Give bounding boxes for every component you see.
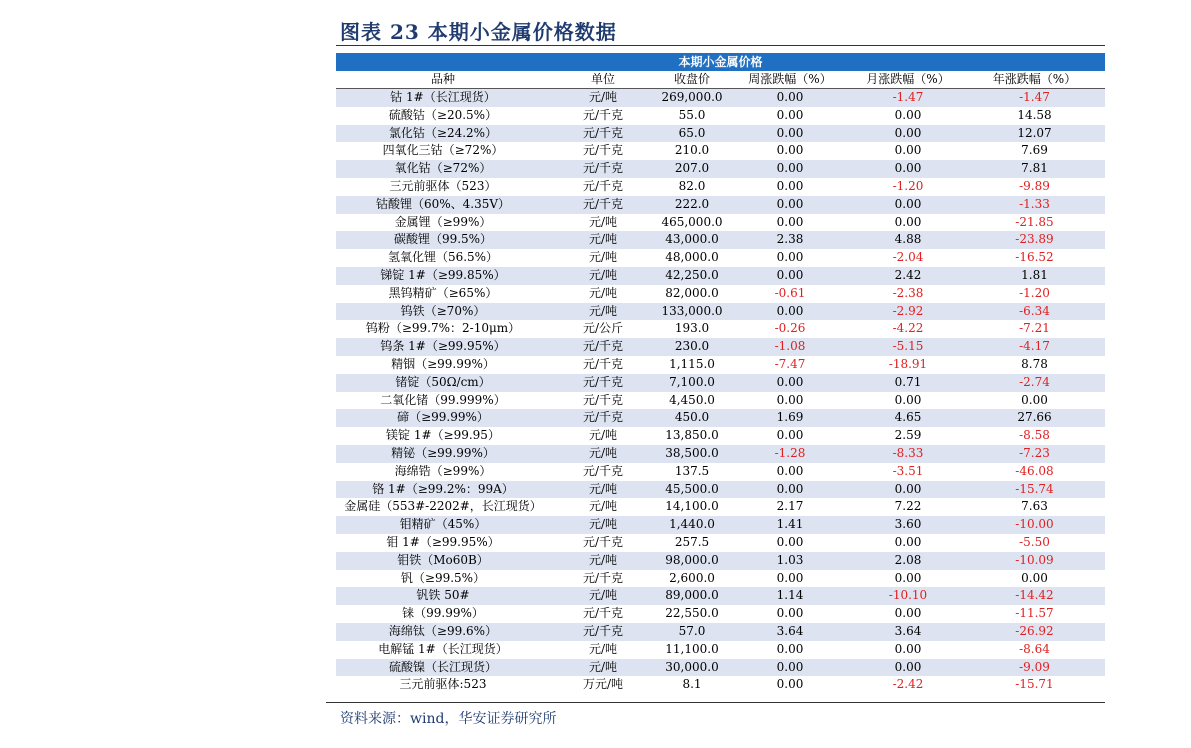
cell-monthly: -1.20 bbox=[892, 178, 924, 193]
cell-weekly: 0.00 bbox=[776, 250, 804, 265]
cell-variety: 黑钨精矿（≥65%） bbox=[388, 285, 498, 300]
cell-yearly: -1.47 bbox=[1019, 90, 1050, 104]
table-row bbox=[336, 516, 1105, 534]
cell-variety: 海绵钛（≥99.6%） bbox=[388, 623, 498, 638]
cell-yearly: -2.74 bbox=[1019, 374, 1050, 389]
cell-yearly: -7.21 bbox=[1019, 321, 1050, 336]
table-row bbox=[336, 498, 1105, 516]
cell-unit: 元/吨 bbox=[588, 267, 618, 282]
cell-variety: 锗锭（50Ω/cm） bbox=[395, 374, 491, 389]
table-row bbox=[336, 89, 1105, 107]
cell-monthly: 4.88 bbox=[894, 232, 922, 247]
cell-close: 14,100.0 bbox=[665, 499, 719, 514]
cell-unit: 元/千克 bbox=[582, 107, 624, 122]
table-row bbox=[336, 338, 1105, 356]
table-row bbox=[336, 463, 1105, 481]
table-row bbox=[336, 320, 1105, 338]
table-row bbox=[336, 659, 1105, 677]
cell-monthly: 0.00 bbox=[894, 143, 922, 158]
cell-weekly: 0.00 bbox=[776, 125, 804, 140]
cell-unit: 元/吨 bbox=[588, 641, 618, 656]
cell-weekly: 0.00 bbox=[776, 428, 804, 443]
cell-monthly: -2.38 bbox=[892, 285, 924, 300]
cell-yearly: -14.42 bbox=[1015, 588, 1054, 603]
cell-yearly: -10.00 bbox=[1015, 517, 1054, 532]
cell-unit: 元/吨 bbox=[588, 481, 618, 496]
cell-weekly: 0.00 bbox=[776, 481, 804, 496]
table-row bbox=[336, 481, 1105, 499]
cell-unit: 元/千克 bbox=[582, 374, 624, 389]
cell-close: 1,440.0 bbox=[669, 517, 715, 532]
cell-yearly: -21.85 bbox=[1015, 214, 1054, 229]
cell-yearly: -23.89 bbox=[1015, 232, 1054, 247]
header-weekly: 周涨跌幅（%） bbox=[748, 72, 832, 86]
cell-unit: 元/吨 bbox=[588, 214, 618, 229]
cell-monthly: 0.00 bbox=[894, 125, 922, 140]
cell-close: 210.0 bbox=[674, 143, 710, 158]
cell-close: 89,000.0 bbox=[665, 588, 719, 603]
cell-weekly: 0.00 bbox=[776, 143, 804, 158]
cell-close: 43,000.0 bbox=[665, 232, 719, 247]
bottom-rule bbox=[326, 702, 1105, 703]
cell-close: 2,600.0 bbox=[669, 570, 715, 585]
table-body bbox=[336, 89, 1105, 694]
cell-yearly: -8.64 bbox=[1019, 641, 1050, 656]
cell-close: 82.0 bbox=[678, 178, 706, 193]
cell-yearly: 27.66 bbox=[1017, 410, 1052, 425]
cell-yearly: -7.23 bbox=[1019, 445, 1050, 460]
cell-weekly: -0.61 bbox=[774, 285, 806, 300]
cell-variety: 碲（≥99.99%） bbox=[397, 410, 489, 425]
cell-weekly: 0.00 bbox=[776, 178, 804, 193]
table-banner: 本期小金属价格 bbox=[336, 53, 1105, 71]
cell-monthly: 7.22 bbox=[894, 499, 922, 514]
cell-weekly: 0.00 bbox=[776, 534, 804, 549]
cell-monthly: 2.08 bbox=[894, 552, 922, 567]
cell-variety: 三元前驱体（523） bbox=[389, 178, 497, 193]
cell-yearly: 0.00 bbox=[1021, 570, 1048, 585]
cell-close: 45,500.0 bbox=[665, 481, 719, 496]
cell-variety: 二氧化锗（99.999%） bbox=[380, 392, 506, 407]
table-row bbox=[336, 605, 1105, 623]
cell-variety: 金属锂（≥99%） bbox=[394, 214, 492, 229]
cell-close: 257.5 bbox=[674, 534, 710, 549]
cell-monthly: 0.00 bbox=[894, 659, 922, 674]
cell-yearly: -4.17 bbox=[1019, 339, 1050, 354]
cell-yearly: 14.58 bbox=[1017, 107, 1052, 122]
source-note: 资料来源：wind，华安证券研究所 bbox=[340, 711, 557, 727]
cell-monthly: -10.10 bbox=[888, 588, 928, 603]
cell-variety: 镁锭 1#（≥99.95） bbox=[386, 428, 500, 443]
cell-yearly: -10.09 bbox=[1015, 552, 1054, 567]
cell-monthly: 2.59 bbox=[894, 428, 922, 443]
cell-monthly: 0.00 bbox=[894, 196, 922, 211]
table-row bbox=[336, 125, 1105, 143]
table-row bbox=[336, 214, 1105, 232]
cell-variety: 精铋（≥99.99%） bbox=[391, 445, 495, 460]
cell-unit: 元/千克 bbox=[582, 606, 624, 621]
cell-close: 222.0 bbox=[674, 196, 710, 211]
cell-unit: 元/千克 bbox=[582, 534, 624, 549]
cell-weekly: 0.00 bbox=[776, 606, 804, 621]
cell-variety: 钴 1#（长江现货） bbox=[390, 90, 496, 104]
price-table bbox=[336, 53, 1105, 694]
table-row bbox=[336, 552, 1105, 570]
cell-unit: 元/吨 bbox=[588, 90, 618, 104]
cell-variety: 铬 1#（≥99.2%：99A） bbox=[372, 481, 514, 496]
cell-yearly: -15.71 bbox=[1015, 677, 1054, 692]
cell-monthly: 3.60 bbox=[894, 517, 922, 532]
cell-monthly: -2.92 bbox=[892, 303, 924, 318]
cell-close: 230.0 bbox=[674, 339, 710, 354]
cell-unit: 元/吨 bbox=[588, 445, 618, 460]
cell-close: 30,000.0 bbox=[665, 659, 719, 674]
cell-close: 48,000.0 bbox=[665, 250, 719, 265]
cell-weekly: 0.00 bbox=[776, 303, 804, 318]
cell-monthly: -4.22 bbox=[892, 321, 924, 336]
cell-unit: 元/千克 bbox=[582, 623, 624, 638]
cell-unit: 元/千克 bbox=[582, 178, 624, 193]
cell-close: 1,115.0 bbox=[669, 356, 715, 371]
cell-yearly: -15.74 bbox=[1015, 481, 1054, 496]
cell-unit: 元/吨 bbox=[588, 250, 618, 265]
cell-weekly: -0.26 bbox=[774, 321, 806, 336]
cell-variety: 钼精矿（45%） bbox=[399, 517, 487, 532]
cell-yearly: -9.89 bbox=[1019, 178, 1050, 193]
cell-monthly: 0.00 bbox=[894, 214, 922, 229]
cell-weekly: 2.17 bbox=[776, 499, 804, 514]
cell-monthly: 0.00 bbox=[894, 107, 922, 122]
cell-weekly: 0.00 bbox=[776, 196, 804, 211]
cell-weekly: 0.00 bbox=[776, 641, 804, 656]
cell-variety: 三元前驱体:523 bbox=[399, 677, 487, 692]
cell-weekly: 0.00 bbox=[776, 374, 804, 389]
table-header bbox=[336, 71, 1105, 89]
table-row bbox=[336, 196, 1105, 214]
cell-variety: 硫酸镍（长江现货） bbox=[388, 659, 497, 674]
cell-yearly: -46.08 bbox=[1015, 463, 1054, 478]
cell-close: 57.0 bbox=[678, 623, 706, 638]
cell-yearly: -16.52 bbox=[1015, 250, 1054, 265]
cell-yearly: 12.07 bbox=[1017, 125, 1052, 140]
cell-unit: 元/千克 bbox=[582, 570, 624, 585]
cell-weekly: -1.28 bbox=[774, 445, 806, 460]
cell-close: 269,000.0 bbox=[661, 90, 723, 104]
cell-weekly: 1.14 bbox=[776, 588, 804, 603]
table-row bbox=[336, 356, 1105, 374]
cell-weekly: 0.00 bbox=[776, 161, 804, 176]
cell-close: 193.0 bbox=[674, 321, 710, 336]
cell-monthly: 0.00 bbox=[894, 481, 922, 496]
cell-monthly: 0.00 bbox=[894, 606, 922, 621]
cell-close: 38,500.0 bbox=[665, 445, 719, 460]
cell-monthly: 4.65 bbox=[894, 410, 922, 425]
cell-weekly: -1.08 bbox=[774, 339, 806, 354]
cell-weekly: 0.00 bbox=[776, 107, 804, 122]
cell-close: 82,000.0 bbox=[665, 285, 719, 300]
cell-weekly: -7.47 bbox=[774, 356, 806, 371]
cell-close: 133,000.0 bbox=[661, 303, 723, 318]
cell-unit: 元/吨 bbox=[588, 517, 618, 532]
cell-weekly: 1.03 bbox=[776, 552, 804, 567]
cell-unit: 元/吨 bbox=[588, 499, 618, 514]
cell-variety: 硫酸钴（≥20.5%） bbox=[388, 107, 498, 122]
cell-weekly: 1.41 bbox=[776, 517, 804, 532]
table-row bbox=[336, 534, 1105, 552]
table-row bbox=[336, 641, 1105, 659]
header-close: 收盘价 bbox=[673, 72, 710, 86]
table-row bbox=[336, 587, 1105, 605]
table-row bbox=[336, 409, 1105, 427]
cell-variety: 钴酸锂（60%、4.35V） bbox=[375, 196, 511, 211]
cell-weekly: 0.00 bbox=[776, 677, 804, 692]
cell-yearly: -11.57 bbox=[1015, 606, 1054, 621]
cell-variety: 钼铁（Mo60B） bbox=[397, 552, 489, 567]
header-monthly: 月涨跌幅（%） bbox=[866, 72, 950, 86]
header-unit: 单位 bbox=[590, 72, 615, 86]
cell-monthly: -3.51 bbox=[892, 463, 924, 478]
cell-yearly: 0.00 bbox=[1021, 392, 1048, 407]
figure-title: 图表 23 本期小金属价格数据 bbox=[340, 20, 617, 44]
table-row bbox=[336, 249, 1105, 267]
cell-unit: 元/吨 bbox=[588, 232, 618, 247]
cell-variety: 氧化钴（≥72%） bbox=[394, 161, 492, 176]
cell-yearly: -9.09 bbox=[1019, 659, 1050, 674]
cell-unit: 元/千克 bbox=[582, 392, 624, 407]
cell-close: 98,000.0 bbox=[665, 552, 719, 567]
table-row bbox=[336, 285, 1105, 303]
cell-yearly: -8.58 bbox=[1019, 428, 1050, 443]
cell-monthly: 0.00 bbox=[894, 392, 922, 407]
cell-yearly: -1.20 bbox=[1019, 285, 1050, 300]
cell-close: 450.0 bbox=[674, 410, 710, 425]
cell-monthly: 0.71 bbox=[894, 374, 922, 389]
cell-unit: 万元/吨 bbox=[582, 677, 624, 692]
cell-monthly: 3.64 bbox=[894, 623, 922, 638]
cell-variety: 海绵锆（≥99%） bbox=[394, 463, 492, 478]
cell-yearly: 7.69 bbox=[1021, 143, 1048, 158]
table-row bbox=[336, 623, 1105, 641]
cell-weekly: 0.00 bbox=[776, 392, 804, 407]
cell-monthly: -5.15 bbox=[892, 339, 924, 354]
cell-monthly: -18.91 bbox=[888, 356, 928, 371]
table-row bbox=[336, 427, 1105, 445]
cell-variety: 钨铁（≥70%） bbox=[400, 303, 486, 318]
cell-yearly: -5.50 bbox=[1019, 534, 1050, 549]
cell-variety: 精铟（≥99.99%） bbox=[391, 356, 495, 371]
table-row bbox=[336, 160, 1105, 178]
cell-monthly: 0.00 bbox=[894, 534, 922, 549]
cell-unit: 元/千克 bbox=[582, 410, 624, 425]
cell-unit: 元/吨 bbox=[588, 552, 618, 567]
header-yearly: 年涨跌幅（%） bbox=[992, 72, 1077, 86]
cell-unit: 元/吨 bbox=[588, 428, 618, 443]
table-row bbox=[336, 142, 1105, 160]
cell-yearly: 7.63 bbox=[1021, 499, 1048, 514]
table-row bbox=[336, 570, 1105, 588]
cell-unit: 元/千克 bbox=[582, 463, 624, 478]
cell-variety: 钒（≥99.5%） bbox=[400, 570, 486, 585]
cell-close: 137.5 bbox=[674, 463, 710, 478]
cell-yearly: 8.78 bbox=[1021, 356, 1048, 371]
cell-weekly: 0.00 bbox=[776, 267, 804, 282]
cell-close: 11,100.0 bbox=[665, 641, 719, 656]
table-row bbox=[336, 231, 1105, 249]
cell-unit: 元/吨 bbox=[588, 303, 618, 318]
cell-monthly: -8.33 bbox=[892, 445, 924, 460]
cell-close: 22,550.0 bbox=[665, 606, 719, 621]
table-row bbox=[336, 178, 1105, 196]
cell-monthly: 2.42 bbox=[894, 267, 922, 282]
table-row bbox=[336, 392, 1105, 410]
cell-unit: 元/千克 bbox=[582, 143, 624, 158]
cell-unit: 元/千克 bbox=[582, 356, 624, 371]
cell-monthly: -1.47 bbox=[892, 90, 924, 104]
cell-unit: 元/公斤 bbox=[582, 321, 624, 336]
table-row bbox=[336, 374, 1105, 392]
table-row bbox=[336, 676, 1105, 694]
cell-unit: 元/千克 bbox=[582, 196, 624, 211]
cell-variety: 钒铁 50# bbox=[416, 588, 470, 603]
cell-yearly: -6.34 bbox=[1019, 303, 1050, 318]
table-row bbox=[336, 107, 1105, 125]
cell-close: 65.0 bbox=[678, 125, 706, 140]
cell-yearly: -26.92 bbox=[1015, 623, 1054, 638]
cell-monthly: -2.04 bbox=[892, 250, 924, 265]
header-variety: 品种 bbox=[430, 72, 455, 86]
cell-variety: 锑锭 1#（≥99.85%） bbox=[380, 267, 506, 282]
cell-unit: 元/吨 bbox=[588, 659, 618, 674]
table-row bbox=[336, 445, 1105, 463]
cell-weekly: 3.64 bbox=[776, 623, 804, 638]
cell-yearly: 7.81 bbox=[1021, 161, 1048, 176]
cell-variety: 钨条 1#（≥99.95%） bbox=[380, 339, 506, 354]
cell-close: 42,250.0 bbox=[665, 267, 719, 282]
cell-weekly: 0.00 bbox=[776, 90, 804, 104]
cell-monthly: 0.00 bbox=[894, 641, 922, 656]
cell-variety: 碳酸锂（99.5%） bbox=[393, 232, 493, 247]
cell-weekly: 0.00 bbox=[776, 214, 804, 229]
cell-unit: 元/千克 bbox=[582, 339, 624, 354]
cell-unit: 元/吨 bbox=[588, 588, 618, 603]
cell-weekly: 0.00 bbox=[776, 659, 804, 674]
cell-yearly: -1.33 bbox=[1019, 196, 1050, 211]
cell-variety: 电解锰 1#（长江现货） bbox=[378, 641, 508, 656]
cell-weekly: 2.38 bbox=[776, 232, 804, 247]
cell-variety: 铼（99.99%） bbox=[402, 606, 484, 621]
cell-weekly: 1.69 bbox=[776, 410, 804, 425]
cell-close: 8.1 bbox=[682, 677, 702, 692]
cell-unit: 元/吨 bbox=[588, 285, 618, 300]
cell-variety: 氢氧化锂（56.5%） bbox=[387, 250, 499, 265]
cell-yearly: 1.81 bbox=[1021, 267, 1048, 282]
cell-unit: 元/千克 bbox=[582, 161, 624, 176]
cell-weekly: 0.00 bbox=[776, 463, 804, 478]
cell-close: 55.0 bbox=[678, 107, 706, 122]
cell-variety: 四氧化三钴（≥72%） bbox=[382, 143, 504, 158]
cell-close: 7,100.0 bbox=[669, 374, 715, 389]
cell-close: 207.0 bbox=[674, 161, 710, 176]
cell-monthly: 0.00 bbox=[894, 570, 922, 585]
cell-variety: 氯化钴（≥24.2%） bbox=[388, 125, 498, 140]
top-rule bbox=[336, 45, 1105, 46]
table-row bbox=[336, 267, 1105, 285]
cell-close: 4,450.0 bbox=[669, 392, 715, 407]
cell-variety: 钼 1#（≥99.95%） bbox=[386, 534, 500, 549]
cell-monthly: -2.42 bbox=[892, 677, 924, 692]
cell-monthly: 0.00 bbox=[894, 161, 922, 176]
cell-weekly: 0.00 bbox=[776, 570, 804, 585]
cell-close: 465,000.0 bbox=[661, 214, 723, 229]
cell-unit: 元/千克 bbox=[582, 125, 624, 140]
cell-variety: 钨粉（≥99.7%：2-10μm） bbox=[365, 321, 521, 336]
table-row bbox=[336, 303, 1105, 321]
cell-close: 13,850.0 bbox=[665, 428, 719, 443]
cell-variety: 金属硅（553#-2202#，长江现货） bbox=[344, 499, 542, 514]
